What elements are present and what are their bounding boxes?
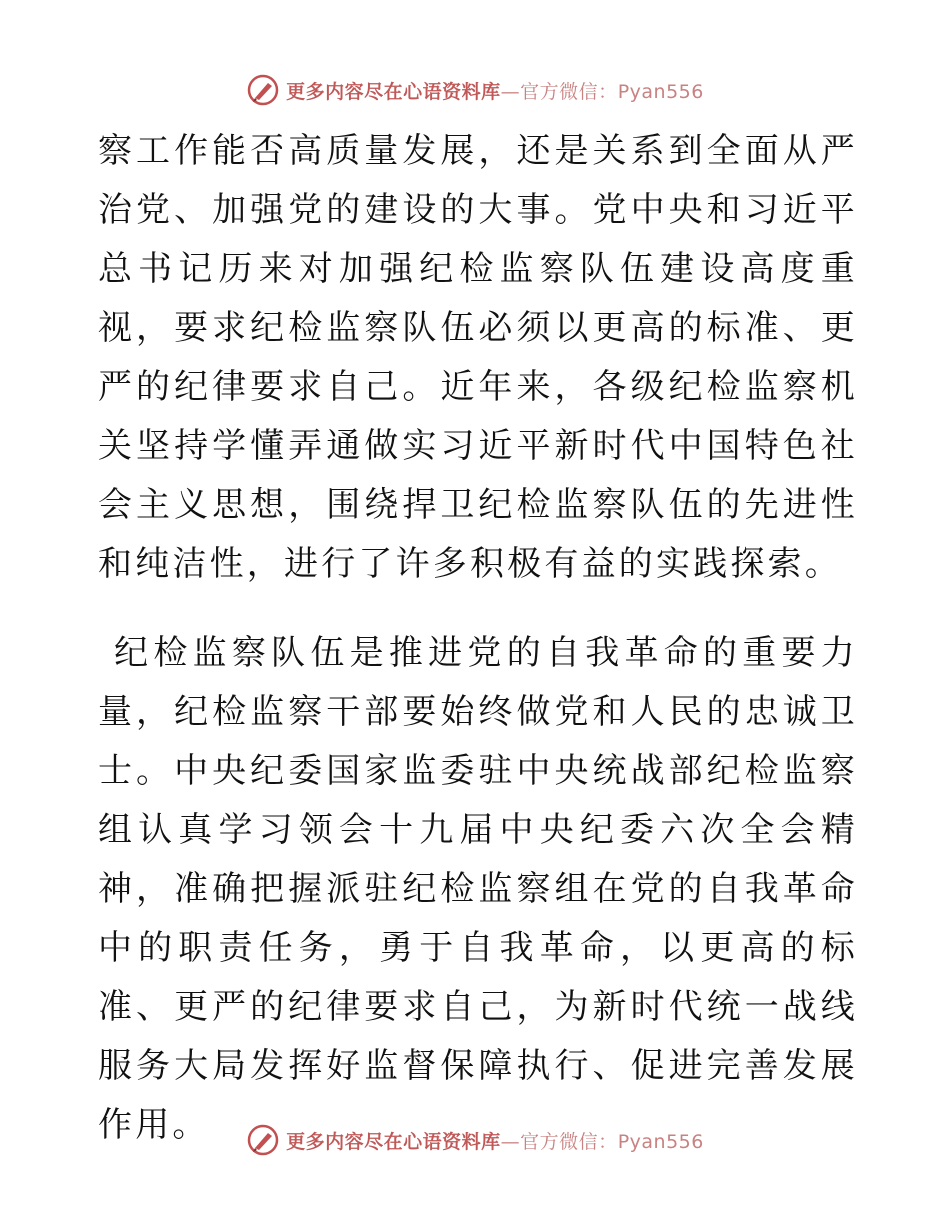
pen-logo-icon xyxy=(246,73,280,107)
banner-dash: — xyxy=(500,1130,521,1153)
banner-dash: — xyxy=(500,80,521,103)
banner-text xyxy=(286,77,704,104)
footer-banner xyxy=(0,1122,950,1158)
pen-logo-icon xyxy=(246,1123,280,1157)
banner-text xyxy=(286,1127,704,1154)
paragraph-1: 察工作能否高质量发展，还是关系到全面从严治党、加强党的建设的大事。党中央和习近平总书记历来对加强纪检监察队伍建设高度重视，要求纪检监察队伍必须以更高的标准、更严的纪律要求自己。近年来，各级纪检监察机关坚持学懂弄通做实习近平新时代中国特色社会主义思想，围绕捍卫纪检监察队伍的先进性和纯洁性，进行了许多积极有益的实践探索。 xyxy=(98,131,858,584)
banner-wechat-id: Pyan556 xyxy=(617,80,704,103)
banner-main: 更多内容尽在心语资料库 xyxy=(286,80,501,103)
paragraph-2: 纪检监察队伍是推进党的自我革命的重要力量，纪检监察干部要始终做党和人民的忠诚卫士。中央纪委国家监委驻中央统战部纪检监察组认真学习领会十九届中央纪委六次全会精神，准确把握派驻纪检监察组在党的自我革命中的职责任务，勇于自我革命，以更高的标准、更严的纪律要求自己，为新时代统一战线服务大局发挥好监督保障执行、促进完善发展作用。 xyxy=(98,633,858,1145)
header-banner xyxy=(0,72,950,108)
banner-wechat-label: 官方微信： xyxy=(520,80,618,103)
banner-wechat-id: Pyan556 xyxy=(617,1130,704,1153)
document-body xyxy=(98,122,858,1155)
banner-main: 更多内容尽在心语资料库 xyxy=(286,1130,501,1153)
banner-wechat-label: 官方微信： xyxy=(520,1130,618,1153)
